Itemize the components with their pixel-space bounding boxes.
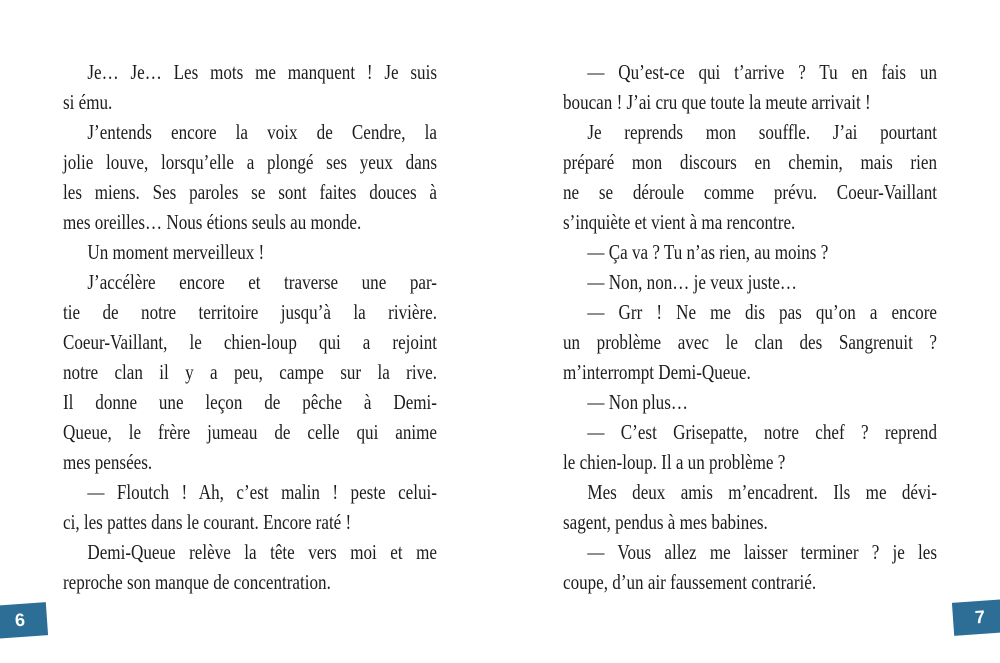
text-line: Coeur-Vaillant, le chien-loup qui a rejoint <box>63 330 437 354</box>
text-line: Je reprends mon souffle. J’ai pourtant <box>587 120 937 144</box>
text-line: mes oreilles… Nous étions seuls au monde. <box>63 210 362 234</box>
text-line: — Non, non… je veux juste… <box>587 270 797 294</box>
text-line: s’inquiète et vient à ma rencontre. <box>563 210 796 234</box>
text-line: — C’est Grisepatte, notre chef ? reprend <box>587 420 937 444</box>
text-line: Il donne une leçon de pêche à Demi- <box>63 390 437 414</box>
text-line: un problème avec le clan des Sangrenuit ? <box>563 330 937 354</box>
text-line: sagent, pendus à mes babines. <box>563 510 768 534</box>
text-line: m’interrompt Demi-Queue. <box>563 360 751 384</box>
text-line: J’entends encore la voix de Cendre, la <box>87 120 437 144</box>
text-line: — Floutch ! Ah, c’est malin ! peste celui- <box>87 480 437 504</box>
text-line: le chien-loup. Il a un problème ? <box>563 450 786 474</box>
text-line: boucan ! J’ai cru que toute la meute arrivait ! <box>563 90 871 114</box>
text-line: Mes deux amis m’encadrent. Ils me dévi- <box>587 480 937 504</box>
text-line: jolie louve, lorsqu’elle a plongé ses yeux dans <box>63 150 437 174</box>
text-line: — Vous allez me laisser terminer ? je les <box>587 540 937 564</box>
text-line: si ému. <box>63 90 113 114</box>
text-line: ci, les pattes dans le courant. Encore raté ! <box>63 510 352 534</box>
page-number-right: 7 <box>974 606 986 628</box>
text-line: ne se déroule comme prévu. Coeur-Vaillant <box>563 180 937 204</box>
text-line: notre clan il y a peu, campe sur la rive. <box>63 360 437 384</box>
text-line: — Qu’est-ce qui t’arrive ? Tu en fais un <box>587 60 937 84</box>
page-number-badge-right <box>952 599 1000 636</box>
text-line: les miens. Ses paroles se sont faites douces à <box>63 180 437 204</box>
page-left-text <box>63 57 437 597</box>
text-line: reproche son manque de concentration. <box>63 570 331 594</box>
text-line: mes pensées. <box>63 450 153 474</box>
text-line: tie de notre territoire jusqu’à la rivière. <box>63 300 437 324</box>
page-number-left: 6 <box>14 609 26 631</box>
text-line: Demi-Queue relève la tête vers moi et me <box>87 540 437 564</box>
text-line: Un moment merveilleux ! <box>87 240 265 264</box>
text-line: Je… Je… Les mots me manquent ! Je suis <box>87 60 437 84</box>
text-line: préparé mon discours en chemin, mais rien <box>563 150 937 174</box>
text-line: — Grr ! Ne me dis pas qu’on a encore <box>587 300 937 324</box>
text-line: — Ça va ? Tu n’as rien, au moins ? <box>587 240 829 264</box>
text-line: coupe, d’un air faussement contrarié. <box>563 570 817 594</box>
text-line: J’accélère encore et traverse une par- <box>87 270 437 294</box>
text-line: — Non plus… <box>587 390 688 414</box>
page-number-badge-left <box>0 602 48 639</box>
page-right-text <box>563 57 937 597</box>
text-line: Queue, le frère jumeau de celle qui anime <box>63 420 437 444</box>
